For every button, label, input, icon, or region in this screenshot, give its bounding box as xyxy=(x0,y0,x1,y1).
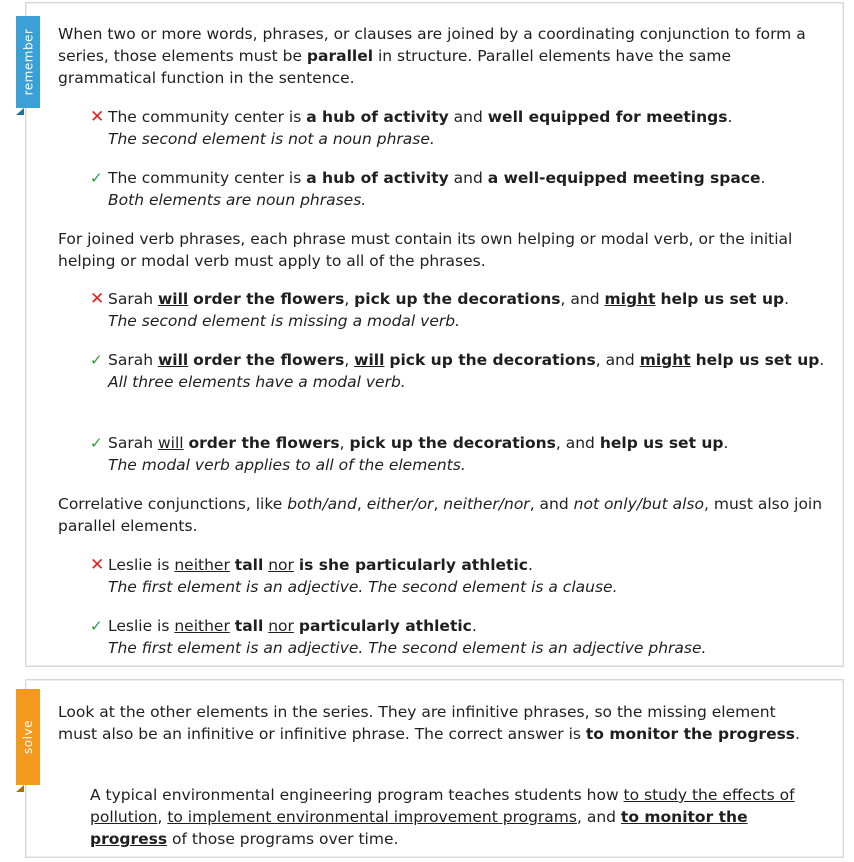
remember-ribbon-label: remember xyxy=(21,28,35,96)
example-1-wrong: ✕ The community center is a hub of activity and well equipped for meetings. The second element is not a noun phrase. xyxy=(90,106,830,150)
example-2-note: Both elements are noun phrases. xyxy=(108,191,367,209)
example-2-right: ✓ The community center is a hub of activity and a well-equipped meeting space. Both elements are noun phrases. xyxy=(90,167,830,211)
right-mark-icon: ✓ xyxy=(90,617,103,635)
remember-ribbon xyxy=(16,16,40,108)
verb-phrases-intro: For joined verb phrases, each phrase must contain its own helping or modal verb, or the initial helping or modal verb must apply to all of the phrases. xyxy=(58,230,793,270)
wrong-mark-icon: ✕ xyxy=(90,107,105,127)
solve-ribbon xyxy=(16,689,40,785)
example-6-wrong: ✕ Leslie is neither tall nor is she particularly athletic. The first element is an adjective. The second element is a clause. xyxy=(90,554,830,598)
example-6-note: The first element is an adjective. The second element is a clause. xyxy=(108,578,618,596)
example-7-right: ✓ Leslie is neither tall nor particularly athletic. The first element is an adjective. The second element is an adjective phrase. xyxy=(90,615,830,659)
right-mark-icon: ✓ xyxy=(90,434,103,452)
wrong-mark-icon: ✕ xyxy=(90,289,105,309)
example-3-wrong: ✕ Sarah will order the flowers, pick up the decorations, and might help us set up. The second element is missing a modal verb. xyxy=(90,288,830,332)
example-4-right: ✓ Sarah will order the flowers, will pick up the decorations, and might help us set up. All three elements have a modal verb. xyxy=(90,349,835,393)
example-3-note: The second element is missing a modal verb. xyxy=(108,312,460,330)
example-7-note: The first element is an adjective. The second element is an adjective phrase. xyxy=(108,639,707,657)
solve-explanation: Look at the other elements in the series. They are infinitive phrases, so the missing element must also be an infinitive or infinitive phrase. The correct answer is to monitor the progress. xyxy=(58,703,800,743)
wrong-mark-icon: ✕ xyxy=(90,555,105,575)
solve-sentence: A typical environmental engineering program teaches students how to study the effects of pollution, to implement environmental improvement programs, and to monitor the progress of those programs over time. xyxy=(90,786,795,848)
example-4-note: All three elements have a modal verb. xyxy=(108,373,406,391)
right-mark-icon: ✓ xyxy=(90,351,103,369)
right-mark-icon: ✓ xyxy=(90,169,103,187)
parallel-intro: When two or more words, phrases, or clauses are joined by a coordinating conjunction to form a series, those elements must be parallel in structure. Parallel elements have the same grammatical function in the sentence. xyxy=(58,25,806,87)
example-1-note: The second element is not a noun phrase. xyxy=(108,130,435,148)
example-5-note: The modal verb applies to all of the elements. xyxy=(108,456,466,474)
example-5-right: ✓ Sarah will order the flowers, pick up the decorations, and help us set up. The modal verb applies to all of the elements. xyxy=(90,432,830,476)
correlative-intro: Correlative conjunctions, like both/and, either/or, neither/nor, and not only/but also, must also join parallel elements. xyxy=(58,495,823,535)
solve-ribbon-label: solve xyxy=(21,720,36,754)
